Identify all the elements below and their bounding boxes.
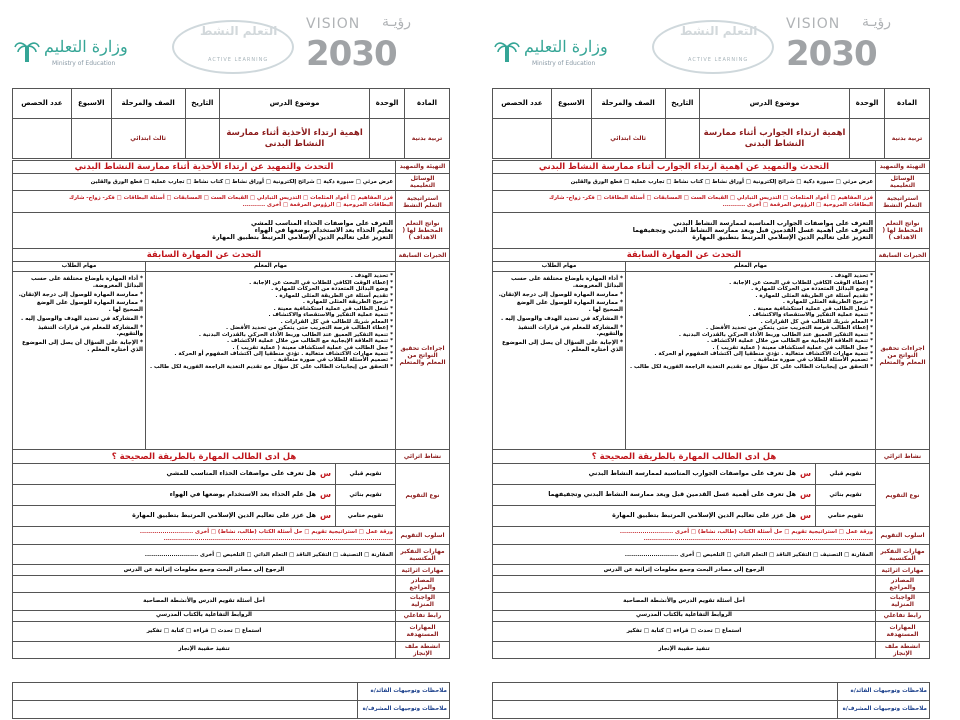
teacher-task-item: * التحقق من إيجابيات الطالب على كل سؤال مع تقديم التغذية الراجعة الفورية لكل طالب . <box>150 363 393 370</box>
teacher-task-item: * تقديم أسئلة عن الطريقة المثلى للمهارة . <box>275 292 393 299</box>
enrich-skills-text: الرجوع إلى مصادر البحث وجمع معلومات إثرائية عن الدرس <box>13 565 396 576</box>
sources-text <box>493 576 876 593</box>
supervisor-notes-label: ملاحظات وتوجيهات المشرف/ة <box>838 701 930 719</box>
outcomes-label: نواتج التعلم المخطط لها ( الاهداف ) <box>876 213 930 249</box>
strategy-options-1: فرز المفاهيم □ أعواد المثلجات □ التدريس التبادلي □ القبعات الست □ المسابقات □ أسئلة البطاقات □ فكر- زواج- شارك <box>69 195 393 202</box>
supervisor-notes-field[interactable] <box>493 701 838 719</box>
lesson-plan-shoes <box>4 0 480 720</box>
active-learning-logo <box>648 14 778 80</box>
enrichment-activity-label: نشاط اثرائي <box>396 450 450 464</box>
aids-options: عرض مرئي □ سبورة ذكية □ شرائح إلكترونية □ أوراق نشاط □ كتاب نشاط □ تجارب عملية □ قطع الورق والقلين <box>13 174 396 191</box>
strategy-label: استراتيجية التعلم النشط <box>876 191 930 213</box>
procedures-label: اجراءات تحقيق النواتج من المعلم والمتعلم <box>876 262 930 450</box>
eval-style-options: ورقة عمل □ استراتيجية تقويم □ حل أسئلة الكتاب (طالب، نشاط) □ أخرى .......................... <box>619 529 873 536</box>
teacher-task-item: * تنمية العلاقة الإيجابية مع الطالب من خلال عملية الاكتشاف . <box>226 338 393 345</box>
intro-text: التحدث والتمهيد عن ارتداء الأحذية أثناء ممارسة النشاط البدني <box>13 161 396 174</box>
vision-word: VISION <box>306 16 361 32</box>
header-col-week: الاسبوع <box>551 89 591 119</box>
teacher-task-item: * تقديم أسئلة عن الطريقة المثلى للمهارة . <box>755 292 873 299</box>
ministry-name-en: Ministry of Education <box>532 60 596 67</box>
lesson-plan-socks <box>484 0 960 720</box>
week-value <box>551 119 591 159</box>
teacher-task-item: * المعلم شريك للطالب في كل القرارات . <box>760 318 873 325</box>
aids-label: الوسائل التعليمية <box>396 174 450 191</box>
header-col-topic: موضوع الدرس <box>700 89 850 119</box>
week-value <box>71 119 111 159</box>
aids-options: عرض مرئي □ سبورة ذكية □ شرائح إلكترونية □ أوراق نشاط □ كتاب نشاط □ تجارب عملية □ قطع الورق والقلين <box>493 174 876 191</box>
teacher-task-item: * تحديد الهدف . <box>350 273 393 280</box>
header-col-topic: موضوع الدرس <box>220 89 370 119</box>
supervisor-notes-label: ملاحظات وتوجيهات المشرف/ة <box>358 701 450 719</box>
supervisor-notes-field[interactable] <box>13 701 358 719</box>
eval-type-final: تقويم ختامي <box>815 506 875 526</box>
homework-label: الواجبات المنزلية <box>396 593 450 610</box>
student-tasks-list <box>493 272 626 450</box>
eval-question-2: هل علم الحذاء بعد الاستخدام بوضعها في الهواء <box>169 491 316 499</box>
teacher-task-item: * تصميم الأسئلة للطلاب في صورة متعاقبة . <box>753 357 873 364</box>
vision-word: VISION <box>786 16 841 32</box>
teacher-task-item: * شغل الطالب في عملية استكشافية معينة . <box>753 305 873 312</box>
outcome-item: التعرف على مواصفات الحذاء المناسب للمشي <box>251 219 393 227</box>
homework-text: أحل أسئلة تقويم الدرس والأنشطة المصاحبة <box>493 593 876 610</box>
header-col-periods: عدد الحصص <box>493 89 552 119</box>
outcome-item: التعزيز على تعاليم الدين الإسلامي المرتبط بتطبيق المهارة <box>692 234 873 242</box>
unit-value <box>370 119 405 159</box>
outcome-item: التعرف على مواصفات الجوارب المناسبة لممارسة النشاط البدني <box>673 219 873 227</box>
enrich-skills-text: الرجوع إلى مصادر البحث وجمع معلومات إثرائية عن الدرس <box>493 565 876 576</box>
outcomes-label: نواتج التعلم المخطط لها ( الاهداف ) <box>396 213 450 249</box>
notes-table <box>12 682 450 719</box>
ministry-logo <box>494 32 634 72</box>
eval-s-mark: س <box>319 469 331 479</box>
leader-notes-label: ملاحظات وتوجيهات القائد/ة <box>838 683 930 701</box>
teacher-tasks-title: مهام المعلم <box>626 262 876 272</box>
portfolio-label: انشطة ملف الإنجاز <box>876 641 930 658</box>
teacher-task-item: * تنمية عملية التفكير والاستقصاء والاكتشاف . <box>748 312 873 319</box>
eval-type-label: نوع التقويم <box>876 464 930 527</box>
ministry-name-ar: وزارة التعليم <box>44 37 128 56</box>
homework-label: الواجبات المنزلية <box>876 593 930 610</box>
enrich-skills-label: مهارات اثرائية <box>396 565 450 576</box>
intro-label: التهيئة والتمهيد <box>876 161 930 174</box>
student-task-item: * ممارسة المهارة للوصول على الوضع الصحيح لها . <box>36 300 143 314</box>
header-col-subject: المادة <box>885 89 930 119</box>
vision-year: 2030 <box>306 34 397 74</box>
eval-type-formative: تقويم بنائي <box>335 485 395 505</box>
header-col-unit: الوحدة <box>850 89 885 119</box>
eval-type-final: تقويم ختامي <box>335 506 395 526</box>
vision-word-ar: رؤيـة <box>382 14 412 30</box>
palm-emblem-icon <box>14 38 40 64</box>
student-task-item: * المشاركة في تحديد الهدف والوصول إليه . <box>500 315 623 322</box>
eval-style-label: اسلوب التقويم <box>876 527 930 545</box>
student-task-item: * ممارسة المهارة للوصول إلى درجة الإتقان. <box>498 291 623 298</box>
leader-notes-field[interactable] <box>493 683 838 701</box>
palm-emblem-icon <box>494 38 520 64</box>
eval-s-mark: س <box>799 490 811 500</box>
eval-s-mark: س <box>799 469 811 479</box>
teacher-task-item: * ترجيح الطريقة المثلى للمهارة . <box>782 299 873 306</box>
active-learning-ar: التعلم النشط <box>680 24 758 38</box>
teacher-task-item: * إعطاء الوقت الكافي للطلاب في البحث عن الإجابة . <box>249 279 393 286</box>
outcome-item: التعرف على أهمية غسل القدمين قبل وبعد ممارسة النشاط البدني وتجفيفهما <box>632 226 873 234</box>
active-learning-ar: التعلم النشط <box>200 24 278 38</box>
teacher-task-item: * إعطاء الطالب فرصة التجريب حتى يتمكن من تحديد الأفضل . <box>225 325 393 332</box>
teacher-task-item: * تنمية التفكير العميق عند الطالب وربط الأداء الحركي بالقدرات البدنية . <box>678 331 873 338</box>
aids-label: الوسائل التعليمية <box>876 174 930 191</box>
outcome-item: تعليم الحذاء بعد الاستخدام بوضعها في الهواء <box>254 226 393 234</box>
targeted-skills-options: استماع □ تحدث □ قراءة □ كتابة □ تفكير <box>493 621 876 641</box>
active-learning-en: ACTIVE LEARNING <box>688 57 749 63</box>
subject-value: تربية بدنية <box>885 119 930 159</box>
links-label: رابط تفاعلي <box>876 610 930 621</box>
thinking-options: المقارنة □ التصنيف □ التفكير الناقد □ التعلم الذاتي □ التلخيص □ أخرى .......................... <box>13 545 396 565</box>
vision-2030-logo <box>304 12 454 78</box>
teacher-tasks-list <box>146 272 396 450</box>
student-task-item: * المشاركة للمعلم في قرارات التنفيذ والتقويم. <box>37 324 143 338</box>
eval-style-label: اسلوب التقويم <box>396 527 450 545</box>
student-task-item: * المشاركة في تحديد الهدف والوصول إليه . <box>20 315 143 322</box>
leader-notes-field[interactable] <box>13 683 358 701</box>
student-task-item: * المشاركة للمعلم في قرارات التنفيذ والتقويم. <box>517 324 623 338</box>
student-task-item: * ممارسة المهارة للوصول على الوضع الصحيح لها . <box>516 300 623 314</box>
student-task-item: * أداء المهارة بأوضاع مختلفة على حسب البدائل المعروضة. <box>31 276 143 289</box>
ministry-name-ar: وزارة التعليم <box>524 37 608 56</box>
portfolio-text: تنفيذ حقيبة الإنجاز <box>13 641 396 658</box>
header-col-week: الاسبوع <box>71 89 111 119</box>
eval-style-options: ورقة عمل □ استراتيجية تقويم □ حل أسئلة الكتاب (طالب، نشاط) □ أخرى .......................... <box>139 529 393 536</box>
date-value <box>665 119 699 159</box>
unit-value <box>850 119 885 159</box>
portfolio-label: انشطة ملف الإنجاز <box>396 641 450 658</box>
header-col-grade: الصف والمرحلة <box>111 89 185 119</box>
teacher-task-item: * وضع البدائل المتعددة من الحركات للمهارة . <box>271 286 393 293</box>
vision-word-ar: رؤيـة <box>862 14 892 30</box>
prior-text: التحدث عن المهارة السابقة <box>13 249 396 262</box>
thinking-label: مهارات التفكير المكتسبة <box>876 545 930 565</box>
leader-notes-label: ملاحظات وتوجيهات القائد/ة <box>358 683 450 701</box>
intro-text: التحدث والتمهيد عن اهمية ارتداء الجوارب أثناء ممارسة النشاط البدني <box>493 161 876 174</box>
grade-value: ثالث ابتدائي <box>591 119 665 159</box>
homework-text: أحل أسئلة تقويم الدرس والأنشطة المصاحبة <box>13 593 396 610</box>
links-text: الروابط التفاعلية بالكتاب المدرسي <box>13 610 396 621</box>
active-learning-logo <box>168 14 298 80</box>
eval-type-formative: تقويم بنائي <box>815 485 875 505</box>
eval-style-dots: ................................................................................................................ <box>163 535 393 542</box>
targeted-skills-label: المهارات المستهدفة <box>876 621 930 641</box>
header-col-subject: المادة <box>405 89 450 119</box>
eval-type-pre: تقويم قبلي <box>335 464 395 484</box>
sources-label: المصادر والمراجع <box>876 576 930 593</box>
student-tasks-title: مهام الطلاب <box>13 262 146 272</box>
eval-question-1: هل تعرف على مواصفات الجوارب المناسبة لممارسة النشاط البدني <box>588 470 796 478</box>
eval-question-2: هل تعرف على أهمية غسل القدمين قبل وبعد ممارسة النشاط البدني وتجفيفهما <box>548 491 796 499</box>
enrichment-activity-label: نشاط اثرائي <box>876 450 930 464</box>
eval-s-mark: س <box>319 490 331 500</box>
teacher-task-item: * جعل الطالب في عملية استكشاف معينة ( عملية تقريب ) . <box>712 344 873 351</box>
teacher-task-item: * جعل الطالب في عملية استكشاف معينة ( عملية تقريب ) . <box>232 344 393 351</box>
student-task-item: * ممارسة المهارة للوصول إلى درجة الإتقان. <box>18 291 143 298</box>
eval-type-pre: تقويم قبلي <box>815 464 875 484</box>
lesson-header-table <box>12 88 450 159</box>
date-value <box>185 119 219 159</box>
eval-question-3: هل عزز على تعاليم الدين الإسلامي المرتبط بتطبيق المهارة <box>612 512 796 520</box>
student-tasks-title: مهام الطلاب <box>493 262 626 272</box>
strategy-options-2: البطاقات المروحية □ الرؤوس المرقمة □ أخرى ........... <box>242 201 393 208</box>
student-task-item: * أداء المهارة بأوضاع مختلفة على حسب البدائل المعروضة. <box>511 276 623 289</box>
active-learning-en: ACTIVE LEARNING <box>208 57 269 63</box>
logo-bar <box>4 4 480 86</box>
teacher-task-item: * المعلم شريك للطالب في كل القرارات . <box>280 318 393 325</box>
header-col-unit: الوحدة <box>370 89 405 119</box>
eval-question-1: هل تعرف على مواصفات الحذاء المناسب للمشي <box>166 470 316 478</box>
eval-s-mark: س <box>319 511 331 521</box>
teacher-task-item: * تنمية مهارات الاكتشاف متغالية . تؤدي منطقيا إلى اكتشاف المفهوم أو الحركة . <box>654 351 873 357</box>
sources-label: المصادر والمراجع <box>396 576 450 593</box>
grade-value: ثالث ابتدائي <box>111 119 185 159</box>
teacher-task-item: * وضع البدائل المتعددة من الحركات للمهارة . <box>751 286 873 293</box>
enrich-skills-label: مهارات اثرائية <box>876 565 930 576</box>
student-task-item: * الإجابة على السؤال أن يصل إلى الموضوع الذي أختاره المعلم . <box>502 339 623 353</box>
question-text: هل ادى الطالب المهارة بالطريقة الصحيحة ؟ <box>13 450 396 464</box>
header-col-grade: الصف والمرحلة <box>591 89 665 119</box>
header-col-date: التاريخ <box>665 89 699 119</box>
eval-style-dots: ................................................................................................................ <box>643 535 873 542</box>
lesson-topic-value: اهمية ارتداء الجوارب أثناء ممارسة النشاط البدنى <box>700 119 850 159</box>
links-text: الروابط التفاعلية بالكتاب المدرسي <box>493 610 876 621</box>
teacher-task-item: * تنمية التفكير العميق عند الطالب وربط الأداء الحركي بالقدرات البدنية . <box>198 331 393 338</box>
header-col-periods: عدد الحصص <box>13 89 72 119</box>
eval-question-3: هل عزز على تعاليم الدين الإسلامي المرتبط بتطبيق المهارة <box>132 512 316 520</box>
lesson-topic-value: اهمية ارتداء الأحذية أثناء ممارسة النشاط البدنى <box>220 119 370 159</box>
prior-label: الخبرات السابقة <box>876 249 930 262</box>
teacher-tasks-title: مهام المعلم <box>146 262 396 272</box>
logo-bar <box>484 4 960 86</box>
thinking-label: مهارات التفكير المكتسبة <box>396 545 450 565</box>
teacher-task-item: * التحقق من إيجابيات الطالب على كل سؤال مع تقديم التغذية الراجعة الفورية لكل طالب . <box>630 363 873 370</box>
teacher-task-item: * إعطاء الوقت الكافي للطلاب في البحث عن الإجابة . <box>729 279 873 286</box>
portfolio-text: تنفيذ حقيبة الإنجاز <box>493 641 876 658</box>
header-col-date: التاريخ <box>185 89 219 119</box>
targeted-skills-label: المهارات المستهدفة <box>396 621 450 641</box>
prior-label: الخبرات السابقة <box>396 249 450 262</box>
eval-type-label: نوع التقويم <box>396 464 450 527</box>
strategy-options-1: فرز المفاهيم □ أعواد المثلجات □ التدريس التبادلي □ القبعات الست □ المسابقات □ أسئلة البطاقات □ فكر- زواج- شارك <box>549 195 873 202</box>
links-label: رابط تفاعلي <box>396 610 450 621</box>
eval-s-mark: س <box>799 511 811 521</box>
teacher-tasks-list <box>626 272 876 450</box>
periods-value <box>13 119 72 159</box>
teacher-task-item: * ترجيح الطريقة المثلى للمهارة . <box>302 299 393 306</box>
teacher-task-item: * إعطاء الطالب فرصة التجريب حتى يتمكن من تحديد الأفضل . <box>705 325 873 332</box>
vision-2030-logo <box>784 12 934 78</box>
teacher-task-item: * شغل الطالب في عملية استكشافية معينة . <box>273 305 393 312</box>
vision-year: 2030 <box>786 34 877 74</box>
student-tasks-list <box>13 272 146 450</box>
lesson-plan-table <box>12 160 450 659</box>
teacher-task-item: * تنمية مهارات الاكتشاف متغالية . تؤدي منطقيا إلى اكتشاف المفهوم أو الحركة . <box>174 351 393 357</box>
lesson-header-table <box>492 88 930 159</box>
procedures-label: اجراءات تحقيق النواتج من المعلم والمتعلم <box>396 262 450 450</box>
subject-value: تربية بدنية <box>405 119 450 159</box>
ministry-logo <box>14 32 154 72</box>
notes-table <box>492 682 930 719</box>
teacher-task-item: * تصميم الأسئلة للطلاب في صورة متعاقبة . <box>273 357 393 364</box>
outcome-item: التعزيز على تعاليم الدين الإسلامي المرتبط بتطبيق المهارة <box>212 234 393 242</box>
strategy-label: استراتيجية التعلم النشط <box>396 191 450 213</box>
intro-label: التهيئة والتمهيد <box>396 161 450 174</box>
ministry-name-en: Ministry of Education <box>52 60 116 67</box>
targeted-skills-options: استماع □ تحدث □ قراءة □ كتابة □ تفكير <box>13 621 396 641</box>
teacher-task-item: * تحديد الهدف . <box>830 273 873 280</box>
prior-text: التحدث عن المهارة السابقة <box>493 249 876 262</box>
student-task-item: * الإجابة على السؤال أن يصل إلى الموضوع الذي أختاره المعلم . <box>22 339 143 353</box>
lesson-plan-table <box>492 160 930 659</box>
question-text: هل ادى الطالب المهارة بالطريقة الصحيحة ؟ <box>493 450 876 464</box>
sources-text <box>13 576 396 593</box>
teacher-task-item: * تنمية العلاقة الإيجابية مع الطالب من خلال عملية الاكتشاف . <box>706 338 873 345</box>
teacher-task-item: * تنمية عملية التفكير والاستقصاء والاكتشاف . <box>268 312 393 319</box>
thinking-options: المقارنة □ التصنيف □ التفكير الناقد □ التعلم الذاتي □ التلخيص □ أخرى .......................... <box>493 545 876 565</box>
periods-value <box>493 119 552 159</box>
strategy-options-2: البطاقات المروحية □ الرؤوس المرقمة □ أخرى ........... <box>722 201 873 208</box>
